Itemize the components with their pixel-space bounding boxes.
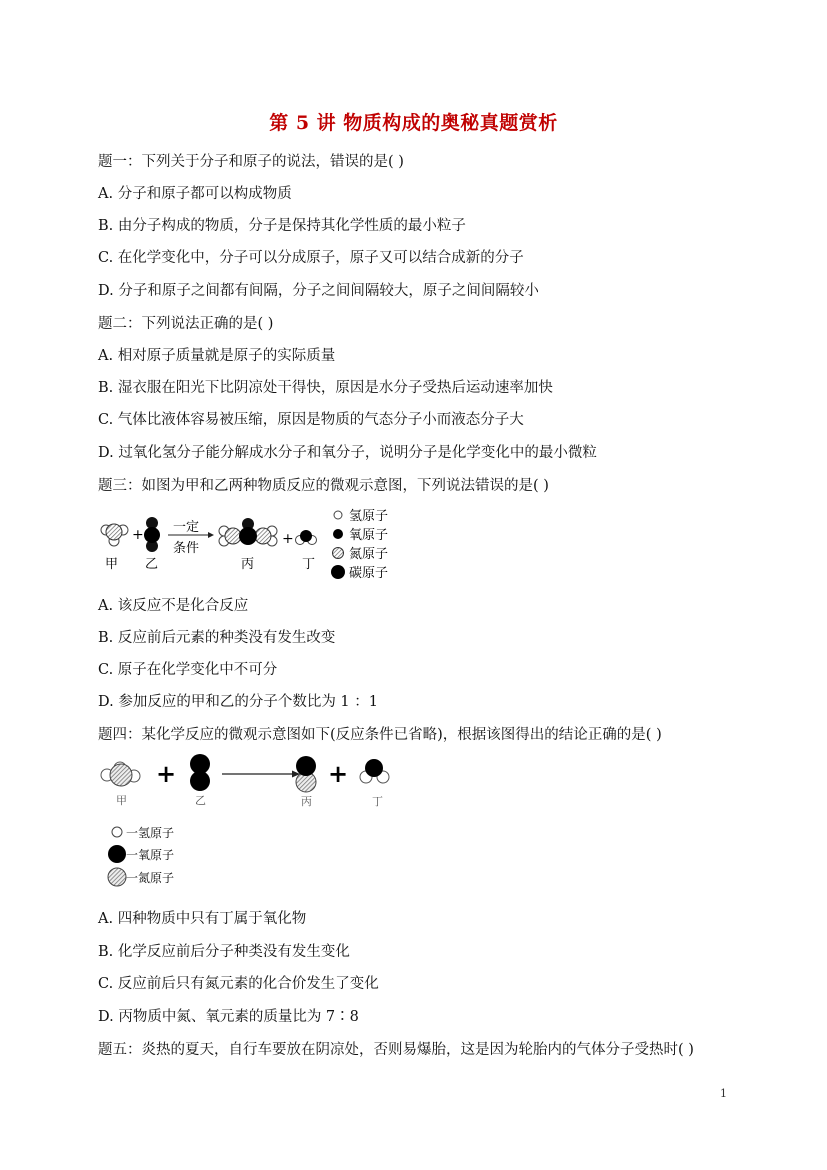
label-bing: 丙 <box>301 795 312 808</box>
plus-sign: + <box>282 531 294 547</box>
molecule-yi <box>190 754 210 791</box>
question-5-stem: 题五：炎热的夏天，自行车要放在阴凉处，否则易爆胎，这是因为轮胎内的气体分子受热时( ) <box>98 1042 694 1058</box>
label-bing: 丙 <box>241 557 255 572</box>
question-4-option-c: C. 反应前后只有氮元素的化合价发生了变化 <box>98 976 379 992</box>
page-title: 第 5 讲 物质构成的奥秘真题赏析 <box>269 112 558 134</box>
label-jia: 甲 <box>105 557 119 572</box>
question-1-option-b: B. 由分子构成的物质，分子是保持其化学性质的最小粒子 <box>98 218 466 234</box>
page-number: 1 <box>720 1087 727 1100</box>
legend-nitrogen: 一氮原子 <box>126 871 175 885</box>
molecule-bing <box>219 518 277 546</box>
legend-oxygen: 氧原子 <box>349 528 389 543</box>
legend-nitrogen: 氮原子 <box>349 547 389 562</box>
molecule-yi <box>144 517 160 552</box>
question-2-option-c: C. 气体比液体容易被压缩，原因是物质的气态分子小而液态分子大 <box>98 412 524 428</box>
label-ding: 丁 <box>372 795 383 808</box>
molecule-ding <box>360 759 389 783</box>
plus-sign: + <box>156 759 177 788</box>
legend <box>108 826 174 886</box>
question-3-option-d: D. 参加反应的甲和乙的分子个数比为 1 ：1 <box>98 694 378 710</box>
plus-sign: + <box>132 527 144 543</box>
legend-hydrogen: 一氢原子 <box>126 826 175 840</box>
question-3-option-b: B. 反应前后元素的种类没有发生改变 <box>98 630 336 646</box>
question-2-option-b: B. 湿衣服在阳光下比阴凉处干得快，原因是水分子受热后运动速率加快 <box>98 380 553 396</box>
label-yi: 乙 <box>145 557 159 572</box>
condition-top: 一定 <box>173 520 200 535</box>
question-1-option-a: A. 分子和原子都可以构成物质 <box>98 186 292 202</box>
question-3-reaction-diagram <box>96 506 406 584</box>
question-4-option-d: D. 丙物质中氮、氧元素的质量比为 7∶8 <box>98 1009 359 1025</box>
legend-hydrogen: 氢原子 <box>349 509 389 524</box>
molecule-ding <box>296 530 317 545</box>
question-3-option-c: C. 原子在化学变化中不可分 <box>98 662 278 678</box>
plus-sign: + <box>328 759 349 788</box>
question-3-option-a: A. 该反应不是化合反应 <box>98 598 249 614</box>
question-4-stem: 题四：某化学反应的微观示意图如下(反应条件已省略)，根据该图得出的结论正确的是( ) <box>98 727 662 743</box>
question-4-option-b: B. 化学反应前后分子种类没有发生变化 <box>98 944 350 960</box>
label-ding: 丁 <box>302 557 316 572</box>
question-2-stem: 题二：下列说法正确的是( ) <box>98 316 274 332</box>
question-2-option-a: A. 相对原子质量就是原子的实际质量 <box>98 348 336 364</box>
question-3-stem: 题三：如图为甲和乙两种物质反应的微观示意图，下列说法错误的是( ) <box>98 478 549 494</box>
question-1-stem: 题一：下列关于分子和原子的说法，错误的是( ) <box>98 154 404 170</box>
molecule-jia <box>101 524 128 546</box>
label-yi: 乙 <box>195 794 206 807</box>
legend <box>331 509 388 581</box>
condition-bottom: 条件 <box>173 541 200 556</box>
legend-carbon: 碳原子 <box>349 566 389 581</box>
question-4-reaction-diagram <box>96 754 416 894</box>
question-1-option-c: C. 在化学变化中，分子可以分成原子，原子又可以结合成新的分子 <box>98 250 524 266</box>
label-jia: 甲 <box>116 794 127 807</box>
question-1-option-d: D. 分子和原子之间都有间隔，分子之间间隔较大，原子之间间隔较小 <box>98 283 539 299</box>
question-2-option-d: D. 过氧化氢分子能分解成水分子和氧分子，说明分子是化学变化中的最小微粒 <box>98 445 597 461</box>
legend-oxygen: 一氧原子 <box>126 848 175 862</box>
molecule-jia <box>101 762 140 786</box>
question-4-option-a: A. 四种物质中只有丁属于氧化物 <box>98 911 307 927</box>
